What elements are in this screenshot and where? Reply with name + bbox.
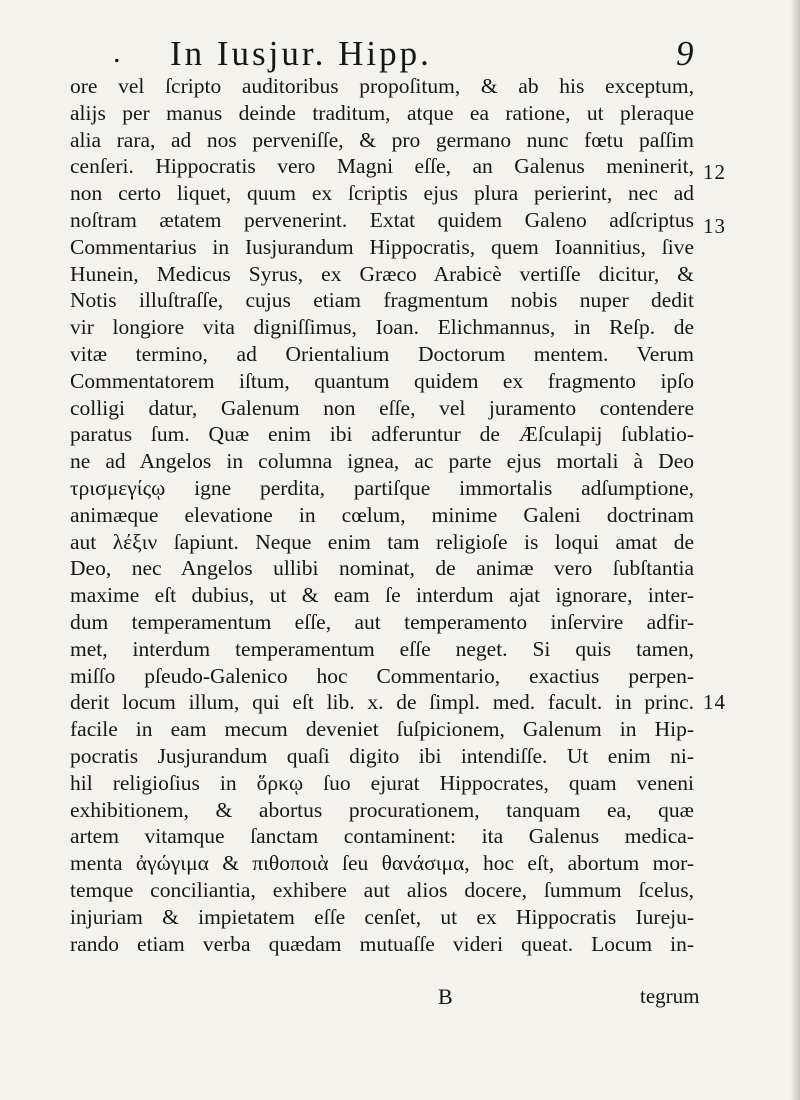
text-line: menta ἀγώγιμα & πιθοποιὰ ſeu θανάσιμα, hoc eſt, abortum mor- xyxy=(70,851,694,876)
text-line: met, interdum temperamentum eſſe neget. Si quis tamen, xyxy=(70,636,694,661)
text-line: maxime eſt dubius, ut & eam ſe interdum ajat ignorare, inter- xyxy=(70,583,694,608)
text-line: Commentarius in Iusjurandum Hippocratis, quem Ioannitius, ſive xyxy=(70,234,694,259)
text-line: Notis illuſtraſſe, cujus etiam fragmentum nobis nuper dedit xyxy=(70,288,694,313)
text-line: Hunein, Medicus Syrus, ex Græco Arabicè vertiſſe dicitur, & xyxy=(70,261,694,286)
running-title: In Iusjur. Hipp. xyxy=(170,34,432,73)
text-line: vir longiore vita digniſſimus, Ioan. Elichmannus, in Reſp. de xyxy=(70,315,694,340)
text-line: noſtram ætatem pervenerint. Extat quidem Galeno adſcriptus xyxy=(70,207,694,232)
body-text xyxy=(70,73,694,957)
text-line: artem vitamque ſanctam contaminent: ita Galenus medica- xyxy=(70,824,694,849)
text-line: dum temperamentum eſſe, aut temperamento inſervire adfir- xyxy=(70,609,694,634)
text-line: derit locum illum, qui eſt lib. x. de ſimpl. med. facult. in princ. xyxy=(70,690,694,715)
text-line: alia rara, ad nos perveniſſe, & pro germano nunc fœtu paſſim xyxy=(70,127,694,152)
text-line: paratus ſum. Quæ enim ibi adferuntur de Æſculapij ſublatio- xyxy=(70,422,694,447)
text-line: ne ad Angelos in columna ignea, ac parte ejus mortali à Deo xyxy=(70,449,694,474)
text-line: colligi datur, Galenum non eſſe, vel juramento contendere xyxy=(70,395,694,420)
text-line: exhibitionem, & abortus procurationem, tanquam ea, quæ xyxy=(70,797,694,822)
text-line: cenſeri. Hippocratis vero Magni eſſe, an Galenus meninerit, xyxy=(70,154,694,179)
text-line: facile in eam mecum deveniet ſuſpicionem, Galenum in Hip- xyxy=(70,717,694,742)
text-line: non certo liquet, quum ex ſcriptis ejus plura perierint, nec ad xyxy=(70,181,694,206)
text-line: animæque elevatione in cœlum, minime Galeni doctrinam xyxy=(70,502,694,527)
text-line: miſſo pſeudo-Galenico hoc Commentario, exactius perpen- xyxy=(70,663,694,688)
page-number: 9 xyxy=(676,34,694,73)
text-line: aut λέξιν ſapiunt. Neque enim tam religioſe is loqui amat de xyxy=(70,529,694,554)
text-line: vitæ termino, ad Orientalium Doctorum mentem. Verum xyxy=(70,341,694,366)
signature-mark: B xyxy=(438,984,453,1009)
page-edge-shadow xyxy=(790,0,800,1100)
page-footer xyxy=(0,984,800,1014)
margin-number: 14 xyxy=(703,690,726,714)
text-line: Deo, nec Angelos ullibi nominat, de animæ vero ſubſtantia xyxy=(70,556,694,581)
text-line: Commentatorem iſtum, quantum quidem ex fragmento ipſo xyxy=(70,368,694,393)
header-dot: . xyxy=(113,36,121,69)
margin-number: 12 xyxy=(703,160,726,184)
text-line: injuriam & impietatem eſſe cenſet, ut ex Hippocratis Iureju- xyxy=(70,904,694,929)
text-line: rando etiam verba quædam mutuaſſe videri queat. Locum in- xyxy=(70,931,694,956)
text-line: τρισμεγίςῳ igne perdita, partiſque immortalis adſumptione, xyxy=(70,475,694,500)
text-line: ore vel ſcripto auditoribus propoſitum, & ab his exceptum, xyxy=(70,74,694,98)
catchword: tegrum xyxy=(640,984,700,1008)
page-header xyxy=(0,34,800,78)
text-line: alijs per manus deinde traditum, atque ea ratione, ut pleraque xyxy=(70,100,694,125)
text-line: temque conciliantia, exhibere aut alios docere, ſummum ſcelus, xyxy=(70,877,694,902)
text-line: hil religioſius in ὅρκῳ ſuo ejurat Hippocrates, quam veneni xyxy=(70,770,694,795)
margin-number: 13 xyxy=(703,214,726,238)
text-line: pocratis Jusjurandum quaſi digito ibi intendiſſe. Ut enim ni- xyxy=(70,743,694,768)
